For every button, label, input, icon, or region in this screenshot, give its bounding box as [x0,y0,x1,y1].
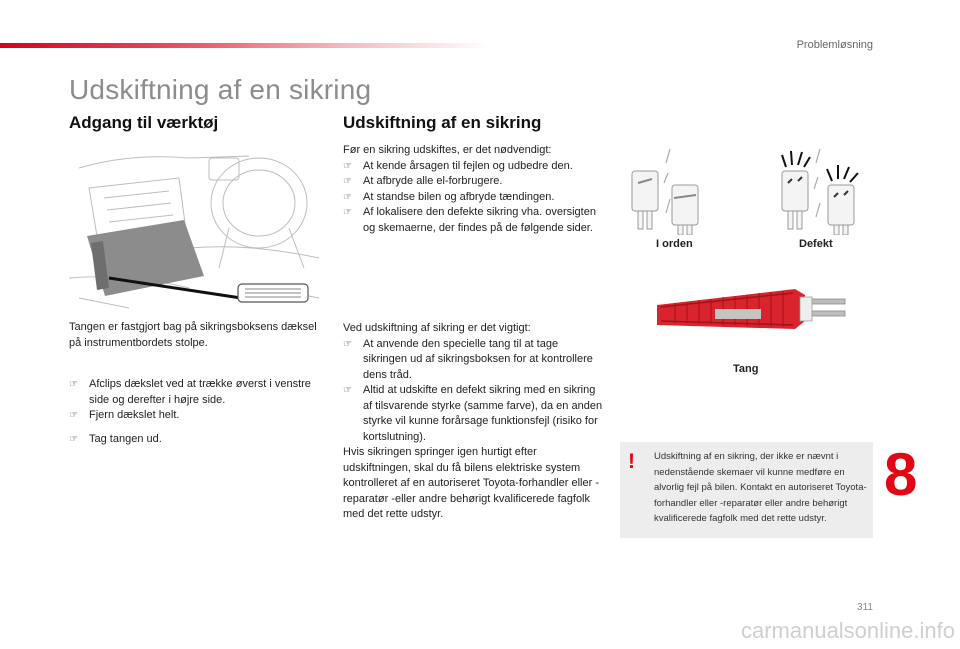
fuse-defect-illustration [772,143,867,235]
list-item: ☞ At kende årsagen til fejlen og udbedre den. [343,159,605,175]
fuse-puller-illustration [655,285,850,345]
pointing-hand-icon: ☞ [69,379,78,390]
section-label: Problemløsning [796,39,873,51]
cover-removal-steps [69,377,324,424]
pointing-hand-icon: ☞ [69,410,78,421]
prerequisites-intro: Før en sikring udskiftes, er det nødvendigt: [343,144,552,156]
chapter-number: 8 [884,441,918,508]
important-block [343,321,605,523]
left-heading: Adgang til værktøj [69,113,219,132]
important-intro: Ved udskiftning af sikring er det vigtigt: [343,322,531,334]
take-tool-step [69,432,324,448]
prerequisites-block [343,143,605,236]
list-item: ☞ At afbryde alle el-forbrugere. [343,174,605,190]
warning-box [620,442,873,538]
fuse-ok-illustration [626,143,706,235]
list-item: ☞ At standse bilen og afbryde tændingen. [343,190,605,206]
pointing-hand-icon: ☞ [343,207,352,218]
list-item: ☞ Altid at udskifte en defekt sikring med en sikring af tilsvarende styrke (samme farve), da en anden styrke vil kunne forårsage funktionsfejl (risiko for kortslutning). [343,384,603,443]
list-item: ☞ Tag tangen ud. [69,432,324,448]
pointing-hand-icon: ☞ [343,191,352,203]
fuse-puller-label: Tang [733,363,759,375]
fuse-defect-label: Defekt [799,238,833,250]
page-title: Udskiftning af en sikring [69,74,372,105]
pointing-hand-icon: ☞ [343,176,352,187]
list-item: ☞ Afclips dækslet ved at trække øverst i venstre side og derefter i højre side. [69,378,311,406]
header-accent-bar [0,43,490,48]
warning-text: Udskiftning af en sikring, der ikke er nævnt i nedenstående skemaer vil kunne medføre en alvorlig fejl på bilen. Kontakt en autoriseret Toyota-forhandler eller -reparatør eller andre behørigt kvalificerede fagfolk med det rette udstyr. [654,451,867,524]
list-item: ☞ At anvende den specielle tang til at tage sikringen ud af sikringsboksen for at kontrollere dens tråd. [343,337,593,381]
pointing-hand-icon: ☞ [343,160,352,172]
pointing-hand-icon: ☞ [343,338,352,350]
list-item: ☞ Af lokalisere den defekte sikring vha. oversigten og skemaerne, der findes på de følgende sider. [343,206,596,234]
dashboard-illustration [69,148,324,320]
fuse-ok-label: I orden [656,238,693,250]
page-number: 311 [857,602,873,613]
exclamation-icon: ! [628,450,635,473]
pointing-hand-icon: ☞ [343,385,352,396]
middle-heading: Udskiftning af en sikring [343,113,542,132]
list-item: ☞ Fjern dækslet helt. [69,408,324,424]
tool-location-caption: Tangen er fastgjort bag på sikringsboksens dæksel på instrumentbordets stolpe. [69,321,317,349]
watermark: carmanualsonline.info [740,618,955,643]
pointing-hand-icon: ☞ [69,434,78,445]
closing-paragraph: Hvis sikringen springer igen hurtigt efter udskiftningen, skal du få bilens elektriske system kontrolleret af en autoriseret Toyota-forhandler eller -reparatør -eller andre behørigt kvalificerede fagfolk med det rette udstyr. [343,446,599,520]
